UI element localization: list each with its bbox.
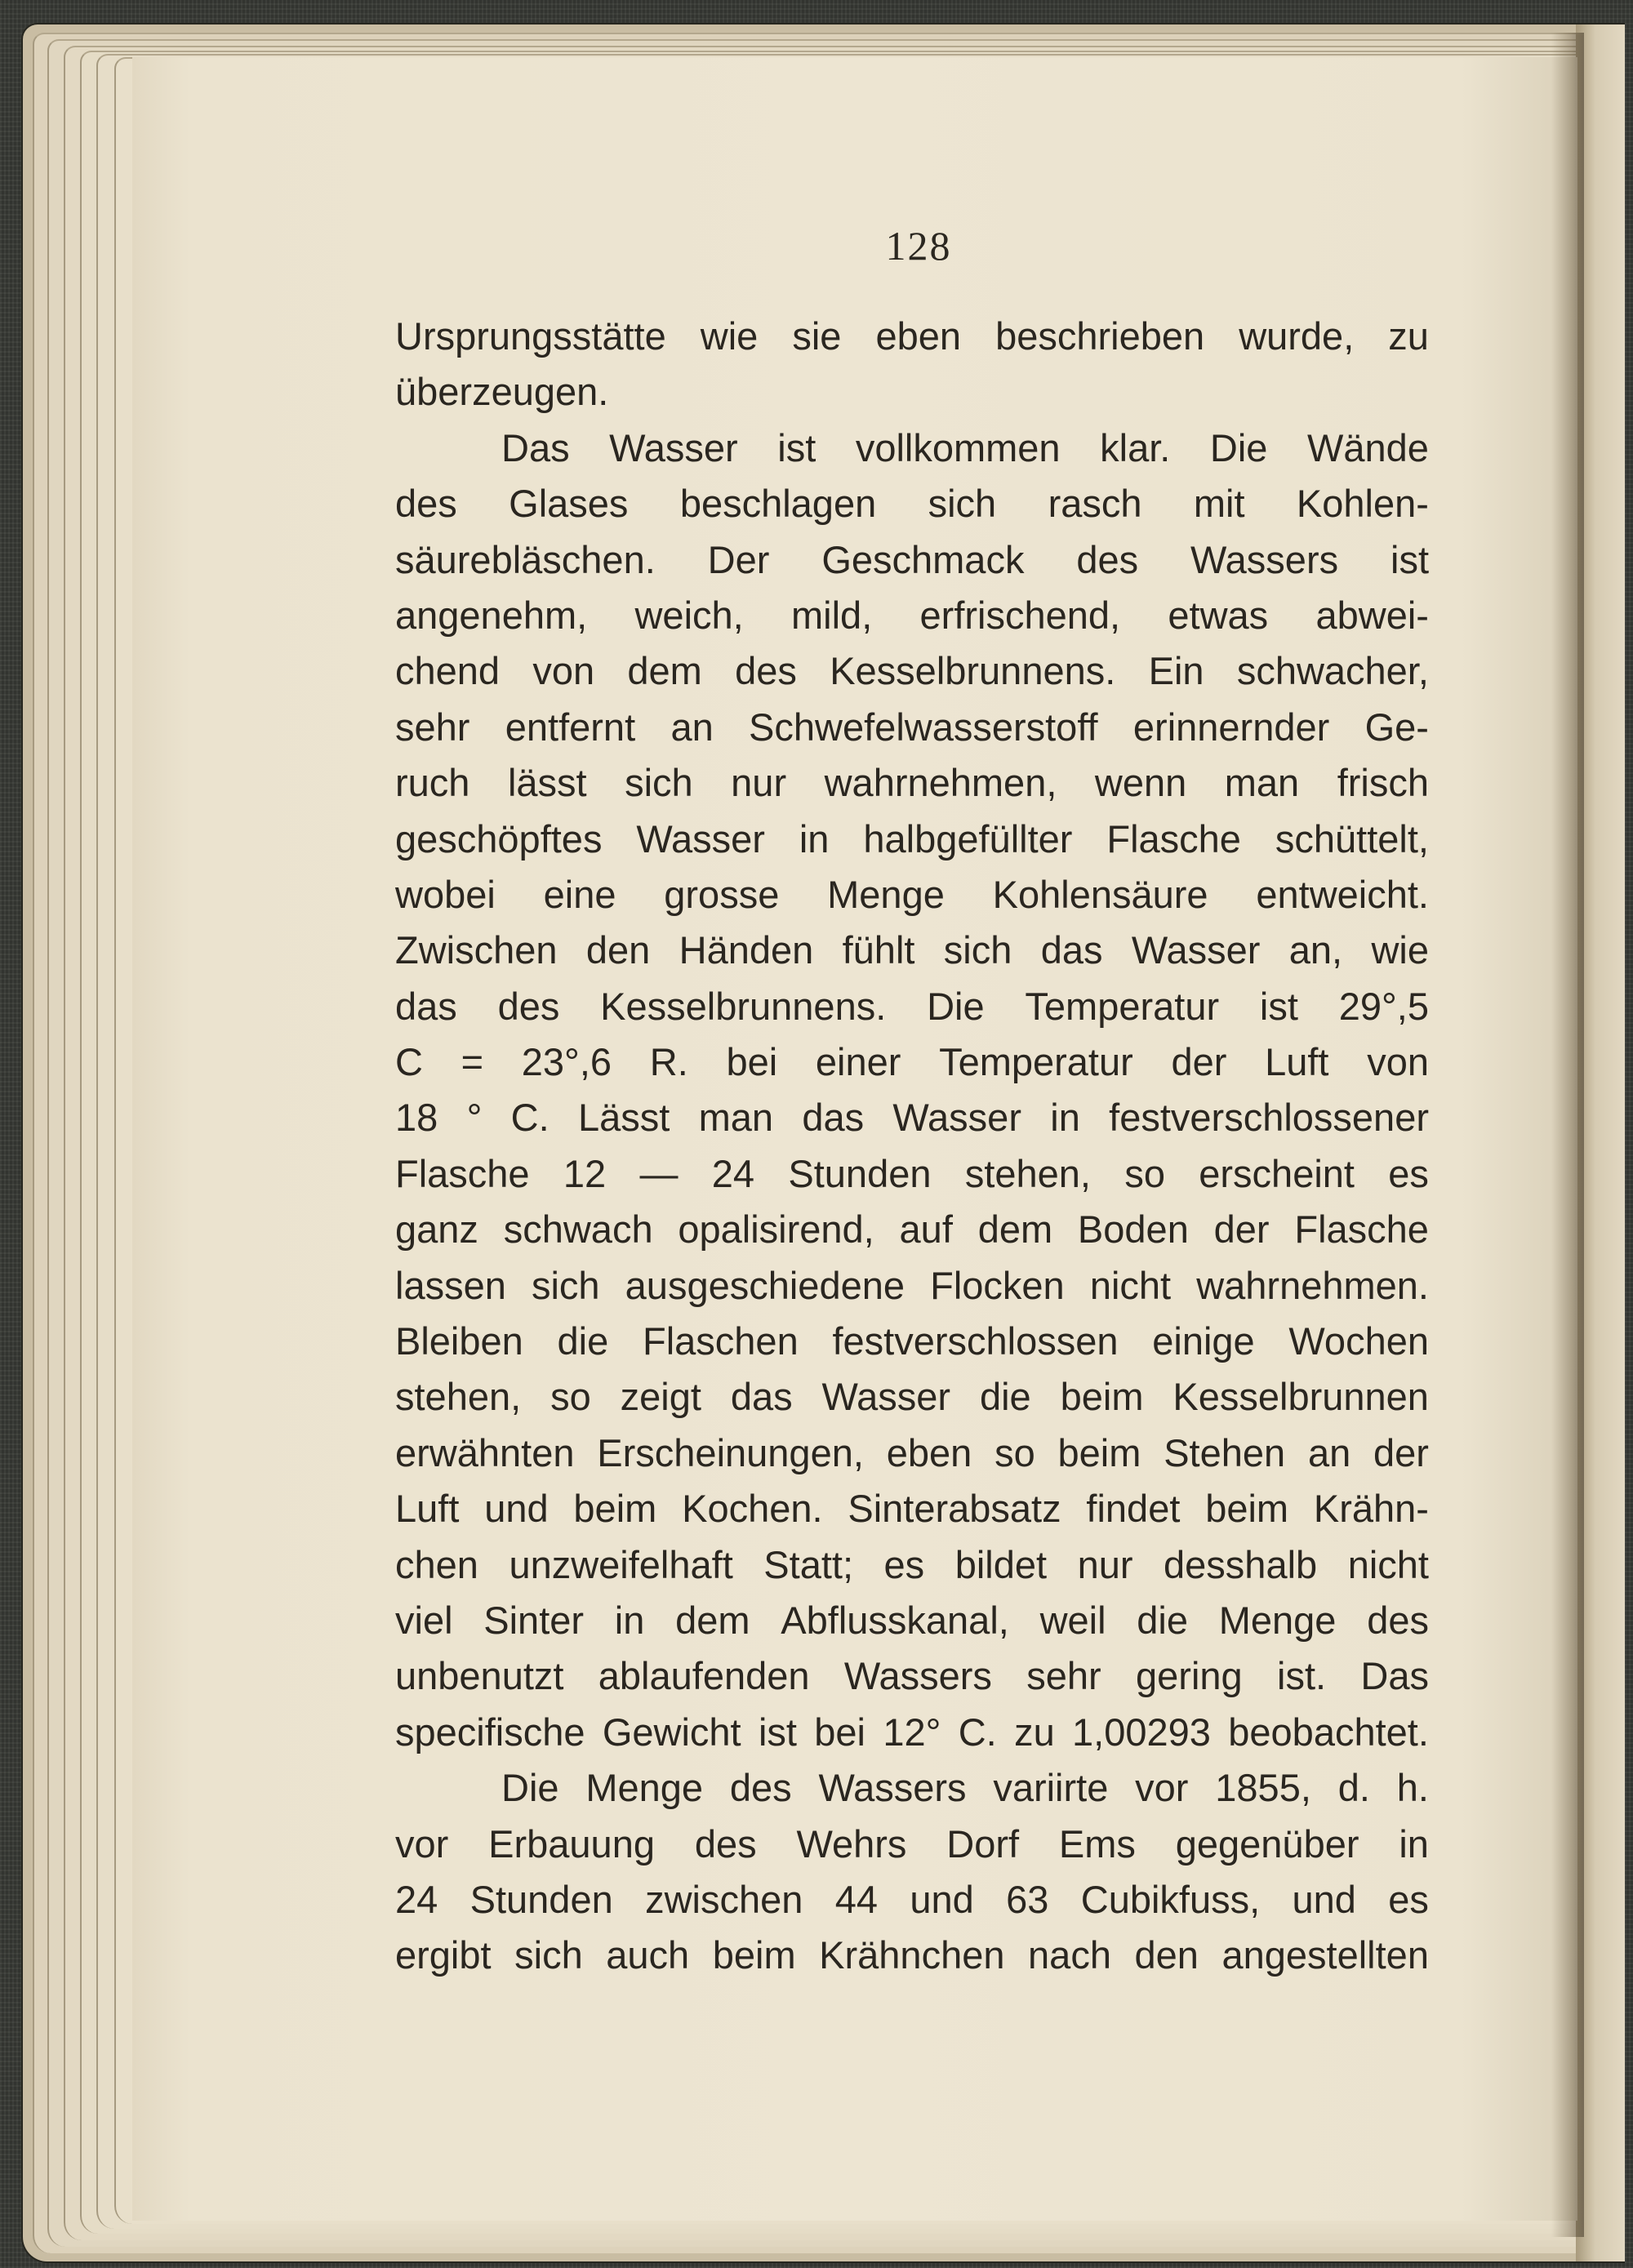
text-word: an, bbox=[1288, 928, 1343, 972]
text-word: das bbox=[395, 984, 457, 1028]
text-word: 12 bbox=[563, 1151, 607, 1195]
text-word: Schwefelwasserstoff bbox=[749, 705, 1098, 749]
text-word: Erbauung bbox=[488, 1821, 655, 1866]
text-word: ° bbox=[466, 1096, 483, 1140]
text-word: die bbox=[979, 1375, 1031, 1419]
text-line bbox=[395, 532, 1429, 588]
text-word: beim bbox=[1057, 1430, 1141, 1474]
text-word: von bbox=[532, 649, 595, 693]
text-word: = bbox=[461, 1040, 484, 1084]
text-word: man bbox=[1224, 761, 1300, 805]
text-word: fühlt bbox=[842, 928, 915, 972]
text-word: beim bbox=[1060, 1375, 1144, 1419]
text-word: C bbox=[395, 1040, 423, 1084]
text-word: Ein bbox=[1148, 649, 1204, 693]
text-word: die bbox=[1137, 1598, 1188, 1642]
text-word: Wehrs bbox=[796, 1821, 907, 1866]
text-line bbox=[395, 1928, 1429, 1983]
text-word: stehen, bbox=[964, 1151, 1091, 1195]
text-word: es bbox=[1388, 1877, 1429, 1921]
text-word: weich, bbox=[634, 593, 744, 637]
text-word: chend bbox=[395, 649, 501, 693]
book-gutter bbox=[1551, 33, 1584, 2237]
text-word: Zwischen bbox=[395, 928, 558, 972]
text-word: Abflusskanal, bbox=[781, 1598, 1009, 1642]
body-text bbox=[395, 309, 1429, 1984]
text-word: Wasser bbox=[821, 1375, 951, 1419]
text-word: zu bbox=[1014, 1710, 1055, 1754]
text-word: Menge bbox=[827, 872, 945, 916]
text-word: stehen, bbox=[395, 1375, 522, 1419]
text-word: abwei- bbox=[1315, 593, 1429, 637]
text-word: des bbox=[1367, 1598, 1429, 1642]
text-word: angestellten bbox=[1221, 1933, 1429, 1977]
text-line bbox=[395, 755, 1429, 811]
text-word: erfrischend, bbox=[919, 593, 1121, 637]
text-line bbox=[395, 812, 1429, 867]
text-word: bildet bbox=[954, 1542, 1048, 1586]
text-word: Die bbox=[1209, 425, 1268, 469]
text-line bbox=[395, 1537, 1429, 1593]
text-word: festverschlossen bbox=[832, 1319, 1119, 1363]
text-line bbox=[395, 588, 1429, 643]
text-line bbox=[395, 1817, 1429, 1872]
text-word: zu bbox=[1388, 314, 1429, 358]
text-word: Erscheinungen, bbox=[597, 1430, 864, 1474]
text-word: Krähnchen bbox=[819, 1933, 1005, 1977]
text-line bbox=[395, 700, 1429, 755]
text-word: rasch bbox=[1048, 482, 1142, 526]
text-word: Wasser bbox=[1131, 928, 1261, 972]
text-word: ist bbox=[777, 425, 816, 469]
text-word: angenehm, bbox=[395, 593, 588, 637]
text-word: Wasser bbox=[609, 425, 738, 469]
text-word: h. bbox=[1396, 1766, 1429, 1810]
text-word: den bbox=[585, 928, 651, 972]
text-word: mit bbox=[1193, 482, 1245, 526]
text-word: opalisirend, bbox=[678, 1207, 874, 1252]
text-word: der bbox=[1213, 1207, 1270, 1252]
text-word: Kesselbrunnens. bbox=[830, 649, 1116, 693]
text-line bbox=[395, 1258, 1429, 1314]
text-word: specifische bbox=[395, 1710, 585, 1754]
text-word: entweicht. bbox=[1256, 872, 1429, 916]
text-word: Flasche bbox=[1106, 816, 1241, 861]
text-word: Kesselbrunnens. bbox=[600, 984, 887, 1028]
text-word: etwas bbox=[1168, 593, 1269, 637]
text-word: in bbox=[614, 1598, 645, 1642]
text-word: viel bbox=[395, 1598, 453, 1642]
text-word: Wände bbox=[1307, 425, 1429, 469]
page-number: 128 bbox=[885, 223, 952, 269]
text-word: das bbox=[802, 1096, 865, 1140]
text-word: wahrnehmen. bbox=[1196, 1263, 1429, 1307]
text-line bbox=[395, 476, 1429, 531]
text-word: bei bbox=[726, 1040, 778, 1084]
text-word: erscheint bbox=[1199, 1151, 1355, 1195]
text-word: in bbox=[1050, 1096, 1080, 1140]
text-word: zeigt bbox=[620, 1375, 701, 1419]
text-word: Kochen. bbox=[682, 1487, 823, 1531]
text-line bbox=[395, 1314, 1429, 1369]
text-line bbox=[395, 1146, 1429, 1202]
text-word: sehr bbox=[1026, 1654, 1101, 1698]
text-word: vor bbox=[1135, 1766, 1189, 1810]
text-word: des bbox=[497, 984, 560, 1028]
text-word: Menge bbox=[1218, 1598, 1337, 1642]
text-word: erwähnten bbox=[395, 1430, 575, 1474]
text-word: des bbox=[395, 482, 457, 526]
text-word: weil bbox=[1039, 1598, 1106, 1642]
text-word: ist bbox=[1259, 984, 1298, 1028]
text-word: Sinter bbox=[483, 1598, 585, 1642]
text-word: Ems bbox=[1058, 1821, 1136, 1866]
text-word: Händen bbox=[679, 928, 814, 972]
text-word: nur bbox=[731, 761, 787, 805]
text-word: ablaufenden bbox=[598, 1654, 810, 1698]
text-word: Stehen bbox=[1164, 1430, 1286, 1474]
text-word: sehr bbox=[395, 705, 470, 749]
text-line bbox=[395, 1425, 1429, 1481]
text-word: ist bbox=[1390, 537, 1429, 581]
text-word: Flaschen bbox=[643, 1319, 799, 1363]
text-word: unzweifelhaft bbox=[509, 1542, 733, 1586]
text-word: Wassers bbox=[1190, 537, 1339, 581]
text-word: schwach bbox=[503, 1207, 653, 1252]
text-word: nicht bbox=[1089, 1263, 1172, 1307]
text-line bbox=[395, 867, 1429, 923]
text-word: Kohlensäure bbox=[992, 872, 1208, 916]
text-word: entfernt bbox=[505, 705, 636, 749]
text-word: beim bbox=[712, 1933, 796, 1977]
text-word: Das bbox=[1360, 1654, 1429, 1698]
text-word: Wassers bbox=[843, 1654, 992, 1698]
text-word: sich bbox=[928, 482, 997, 526]
text-word: C. bbox=[958, 1710, 997, 1754]
text-word: beschrieben bbox=[995, 314, 1205, 358]
text-word: des bbox=[694, 1821, 757, 1866]
text-word: vor bbox=[395, 1821, 449, 1866]
text-word: festverschlossener bbox=[1109, 1096, 1429, 1140]
text-word: des bbox=[735, 649, 797, 693]
text-word: 23°,6 bbox=[521, 1040, 612, 1084]
text-word: Kohlen- bbox=[1296, 482, 1429, 526]
text-word: gering bbox=[1136, 1654, 1243, 1698]
text-word: wahrnehmen, bbox=[824, 761, 1057, 805]
text-word: zwischen bbox=[645, 1877, 803, 1921]
text-word: den bbox=[1134, 1933, 1199, 1977]
text-word: der bbox=[1171, 1040, 1227, 1084]
text-word: findet bbox=[1086, 1487, 1181, 1531]
text-word: Das bbox=[501, 425, 570, 469]
text-word: es bbox=[1388, 1151, 1429, 1195]
text-word: Lässt bbox=[577, 1096, 670, 1140]
text-word: sich bbox=[943, 928, 1012, 972]
text-word: eben bbox=[886, 1430, 972, 1474]
text-line bbox=[395, 1593, 1429, 1648]
text-word: Menge bbox=[585, 1766, 704, 1810]
text-word: 24 bbox=[395, 1877, 438, 1921]
text-word: C. bbox=[510, 1096, 550, 1140]
text-word: Flasche bbox=[395, 1151, 530, 1195]
text-word: Flocken bbox=[930, 1263, 1065, 1307]
text-word: R. bbox=[649, 1040, 688, 1084]
text-word: an bbox=[1307, 1430, 1351, 1474]
text-word: es bbox=[883, 1542, 925, 1586]
text-word: des bbox=[1076, 537, 1139, 581]
text-word: wurde, bbox=[1239, 314, 1355, 358]
text-word: klar. bbox=[1100, 425, 1171, 469]
text-word: Stunden bbox=[788, 1151, 932, 1195]
text-line bbox=[395, 1034, 1429, 1090]
text-word: Wassers bbox=[818, 1766, 967, 1810]
text-word: gegenüber bbox=[1175, 1821, 1359, 1866]
text-word: Cubikfuss, bbox=[1080, 1877, 1261, 1921]
text-word: Wochen bbox=[1288, 1319, 1429, 1363]
text-word: beobachtet. bbox=[1228, 1710, 1429, 1754]
text-word: geschöpftes bbox=[395, 816, 603, 861]
text-word: Statt; bbox=[763, 1542, 854, 1586]
text-word: Flasche bbox=[1294, 1207, 1429, 1252]
text-line bbox=[395, 643, 1429, 699]
text-word: an bbox=[670, 705, 714, 749]
text-word: Wasser bbox=[892, 1096, 1021, 1140]
text-word: ganz bbox=[395, 1207, 478, 1252]
text-word: desshalb bbox=[1164, 1542, 1318, 1586]
text-word: nicht bbox=[1347, 1542, 1429, 1586]
text-word: 63 bbox=[1006, 1877, 1049, 1921]
text-word: ergibt bbox=[395, 1933, 492, 1977]
text-word: grosse bbox=[664, 872, 780, 916]
text-word: — bbox=[639, 1151, 679, 1195]
text-word: und bbox=[1292, 1877, 1356, 1921]
text-word: Die bbox=[927, 984, 985, 1028]
text-word: beschlagen bbox=[679, 482, 877, 526]
text-word: Ursprungsstätte bbox=[395, 314, 666, 358]
text-word: beim bbox=[1205, 1487, 1289, 1531]
text-line bbox=[395, 1872, 1429, 1928]
text-word: auf bbox=[899, 1207, 953, 1252]
text-word: sie bbox=[792, 314, 842, 358]
text-word: sich bbox=[514, 1933, 583, 1977]
text-word: dem bbox=[675, 1598, 750, 1642]
text-line bbox=[395, 309, 1429, 364]
text-word: so bbox=[994, 1430, 1035, 1474]
text-line bbox=[395, 1202, 1429, 1257]
text-word: ausgeschiedene bbox=[625, 1263, 905, 1307]
text-word: dem bbox=[627, 649, 702, 693]
text-word: Der bbox=[707, 537, 770, 581]
text-word: die bbox=[557, 1319, 609, 1363]
text-word: Kesselbrunnen bbox=[1172, 1375, 1429, 1419]
text-word: d. bbox=[1337, 1766, 1370, 1810]
text-word: überzeugen. bbox=[395, 370, 609, 414]
text-line bbox=[395, 1090, 1429, 1145]
text-word: und bbox=[910, 1877, 974, 1921]
text-word: ist. bbox=[1277, 1654, 1327, 1698]
text-word: so bbox=[1124, 1151, 1165, 1195]
text-word: 24 bbox=[711, 1151, 755, 1195]
text-word: das bbox=[1040, 928, 1103, 972]
text-word: Wasser bbox=[636, 816, 765, 861]
text-word: Boden bbox=[1077, 1207, 1189, 1252]
text-word: wobei bbox=[395, 872, 496, 916]
text-word: 1855, bbox=[1215, 1766, 1311, 1810]
text-word: schüttelt, bbox=[1275, 816, 1429, 861]
text-word: 12° bbox=[883, 1710, 941, 1754]
text-line bbox=[395, 1369, 1429, 1425]
text-word: in bbox=[1399, 1821, 1429, 1866]
text-word: Ge- bbox=[1364, 705, 1429, 749]
text-word: auch bbox=[606, 1933, 690, 1977]
text-word: erinnernder bbox=[1132, 705, 1330, 749]
text-word: einige bbox=[1152, 1319, 1255, 1363]
text-word: wie bbox=[1371, 928, 1429, 972]
text-word: und bbox=[484, 1487, 549, 1531]
text-word: 1,00293 bbox=[1072, 1710, 1211, 1754]
text-word: Temperatur bbox=[1025, 984, 1220, 1028]
text-word: Bleiben bbox=[395, 1319, 523, 1363]
text-word: Luft bbox=[395, 1487, 460, 1531]
text-word: sich bbox=[531, 1263, 600, 1307]
text-word: lassen bbox=[395, 1263, 506, 1307]
text-word: von bbox=[1367, 1040, 1429, 1084]
text-word: vollkommen bbox=[855, 425, 1061, 469]
text-word: ruch bbox=[395, 761, 470, 805]
text-word: Sinterabsatz bbox=[848, 1487, 1061, 1531]
text-word: Geschmack bbox=[821, 537, 1025, 581]
text-word: dem bbox=[977, 1207, 1053, 1252]
text-word: lässt bbox=[507, 761, 587, 805]
text-word: schwacher, bbox=[1236, 649, 1429, 693]
text-word: frisch bbox=[1337, 761, 1429, 805]
text-word: Luft bbox=[1265, 1040, 1329, 1084]
text-word: einer bbox=[815, 1040, 901, 1084]
text-word: in bbox=[799, 816, 830, 861]
text-word: nur bbox=[1077, 1542, 1133, 1586]
text-word: des bbox=[729, 1766, 792, 1810]
text-word: Gewicht bbox=[602, 1710, 741, 1754]
text-line bbox=[395, 979, 1429, 1034]
text-line bbox=[395, 364, 1429, 420]
text-word: 29°,5 bbox=[1338, 984, 1429, 1028]
text-word: unbenutzt bbox=[395, 1654, 564, 1698]
text-line bbox=[395, 923, 1429, 978]
text-word: säurebläschen. bbox=[395, 537, 656, 581]
text-word: der bbox=[1373, 1430, 1429, 1474]
text-word: variirte bbox=[993, 1766, 1109, 1810]
text-word: Krähn- bbox=[1313, 1487, 1429, 1531]
text-word: das bbox=[730, 1375, 793, 1419]
text-word: man bbox=[698, 1096, 774, 1140]
text-line bbox=[395, 1648, 1429, 1704]
text-word: Dorf bbox=[946, 1821, 1020, 1866]
text-word: beim bbox=[573, 1487, 657, 1531]
text-line bbox=[395, 1481, 1429, 1536]
text-word: Stunden bbox=[469, 1877, 613, 1921]
text-word: eben bbox=[875, 314, 962, 358]
text-word: bei bbox=[814, 1710, 865, 1754]
text-word: 44 bbox=[834, 1877, 879, 1921]
text-word: halbgefüllter bbox=[863, 816, 1073, 861]
text-word: so bbox=[550, 1375, 591, 1419]
text-word: Die bbox=[501, 1766, 559, 1810]
text-word: nach bbox=[1028, 1933, 1111, 1977]
text-word: wie bbox=[700, 314, 759, 358]
text-word: sich bbox=[625, 761, 693, 805]
text-line bbox=[395, 1760, 1429, 1816]
text-word: Temperatur bbox=[939, 1040, 1133, 1084]
text-word: Glases bbox=[509, 482, 629, 526]
text-line bbox=[395, 1705, 1429, 1760]
text-word: wenn bbox=[1094, 761, 1187, 805]
text-word: ist bbox=[758, 1710, 797, 1754]
text-word: chen bbox=[395, 1542, 478, 1586]
text-line bbox=[395, 420, 1429, 476]
text-word: mild, bbox=[791, 593, 873, 637]
text-word: eine bbox=[543, 872, 616, 916]
text-word: 18 bbox=[395, 1096, 438, 1140]
